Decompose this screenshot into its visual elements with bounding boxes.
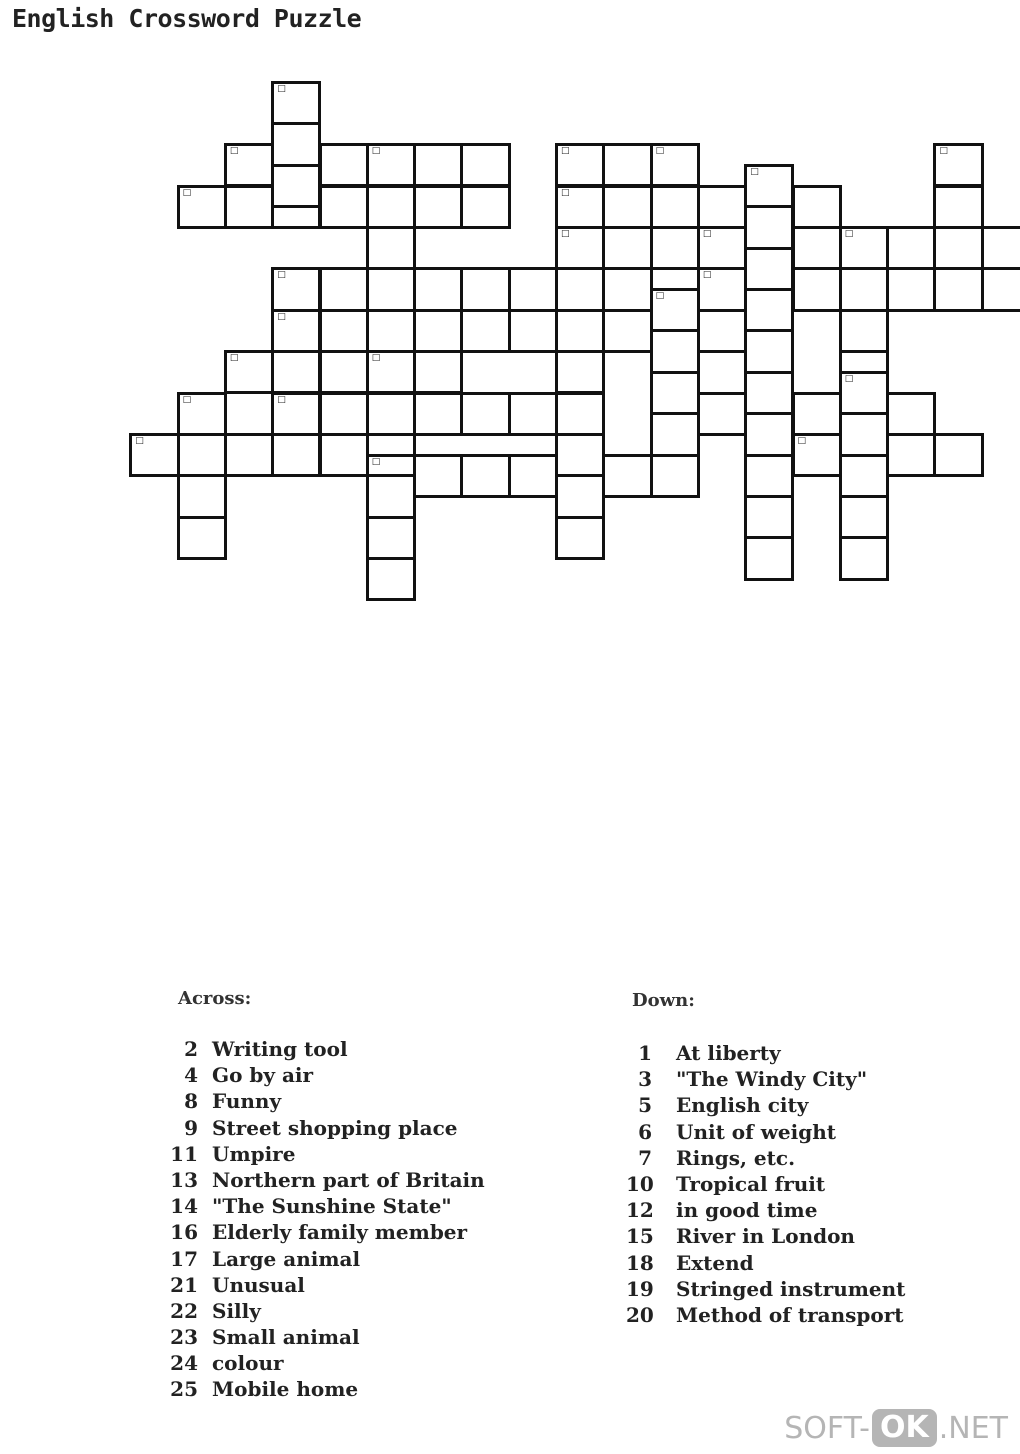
across-clue	[168, 1350, 588, 1376]
crossword-cell[interactable]	[650, 329, 700, 373]
clue-text: River in London	[676, 1224, 855, 1249]
crossword-cell[interactable]	[366, 474, 416, 518]
down-clue	[626, 1223, 956, 1249]
crossword-cell[interactable]	[933, 185, 983, 229]
crossword-cell[interactable]	[460, 309, 510, 353]
clue-text: in good time	[676, 1198, 818, 1223]
crossword-cell[interactable]	[555, 350, 605, 394]
cell-number: □	[182, 394, 192, 405]
clue-text: colour	[212, 1351, 284, 1376]
crossword-cell[interactable]	[508, 309, 558, 353]
crossword-cell[interactable]	[319, 143, 369, 187]
clue-text: English city	[676, 1093, 809, 1118]
crossword-cell[interactable]	[413, 309, 463, 353]
crossword-cell[interactable]	[366, 557, 416, 601]
crossword-cell[interactable]	[366, 185, 416, 229]
crossword-cell[interactable]	[602, 267, 652, 311]
clue-number: 24	[170, 1351, 198, 1376]
cell-number: □	[844, 228, 854, 239]
crossword-cell[interactable]	[650, 454, 700, 498]
clue-number: 3	[638, 1067, 652, 1092]
clue-number: 19	[626, 1276, 654, 1301]
crossword-cell[interactable]	[650, 288, 700, 332]
crossword-cell[interactable]	[933, 226, 983, 270]
crossword-cell[interactable]	[319, 433, 369, 477]
clue-text: Go by air	[212, 1063, 314, 1088]
cell-number: □	[561, 146, 570, 157]
crossword-cell[interactable]	[744, 164, 794, 208]
crossword-cell[interactable]	[460, 267, 510, 311]
crossword-cell[interactable]	[744, 247, 794, 291]
down-clue	[626, 1197, 956, 1223]
crossword-cell[interactable]	[555, 143, 605, 187]
clue-text: Extend	[676, 1250, 754, 1275]
across-clue	[168, 1141, 588, 1167]
clue-text: "The Windy City"	[676, 1067, 868, 1092]
clue-number: 22	[170, 1298, 198, 1323]
cell-number: □	[135, 435, 144, 446]
clue-number: 15	[626, 1224, 654, 1249]
crossword-cell[interactable]	[886, 392, 936, 436]
clue-number: 25	[170, 1377, 198, 1402]
clue-number: 17	[170, 1246, 198, 1271]
cell-number: □	[277, 394, 286, 405]
across-clue	[168, 1272, 588, 1298]
crossword-cell[interactable]	[319, 185, 369, 229]
clue-number: 10	[626, 1171, 654, 1196]
crossword-cell[interactable]	[602, 185, 652, 229]
cell-number: □	[939, 146, 948, 157]
crossword-cell[interactable]	[886, 433, 936, 477]
crossword-cell[interactable]	[933, 143, 983, 187]
crossword-cell[interactable]	[697, 185, 747, 229]
crossword-cell[interactable]	[271, 122, 321, 166]
cell-number: □	[229, 146, 239, 157]
crossword-cell[interactable]	[555, 309, 605, 353]
crossword-cell[interactable]	[413, 392, 463, 436]
crossword-cell[interactable]	[555, 433, 605, 477]
crossword-cell[interactable]	[460, 392, 510, 436]
across-clue	[168, 1193, 588, 1219]
down-clue	[626, 1040, 956, 1066]
crossword-cell[interactable]	[839, 309, 889, 353]
across-clue	[168, 1246, 588, 1272]
across-clue-list	[168, 1036, 588, 1403]
crossword-cell[interactable]	[839, 371, 889, 415]
clue-number: 1	[638, 1041, 652, 1065]
clue-text: Stringed instrument	[676, 1276, 906, 1301]
clue-text: At liberty	[676, 1041, 781, 1065]
crossword-cell[interactable]	[602, 309, 652, 353]
crossword-cell[interactable]	[839, 454, 889, 498]
crossword-cell[interactable]	[271, 81, 321, 125]
crossword-cell[interactable]	[744, 288, 794, 332]
crossword-cell[interactable]	[744, 371, 794, 415]
crossword-cell[interactable]	[650, 185, 700, 229]
crossword-cell[interactable]	[744, 205, 794, 249]
down-clue	[626, 1171, 956, 1197]
crossword-cell[interactable]	[555, 392, 605, 436]
cell-number: □	[655, 291, 665, 301]
across-heading: Across:	[178, 988, 252, 1009]
crossword-cell[interactable]	[697, 267, 747, 311]
down-clue	[626, 1066, 956, 1092]
clue-number: 4	[184, 1063, 198, 1088]
watermark-right: .NET	[938, 1410, 1008, 1446]
clue-text: "The Sunshine State"	[212, 1194, 452, 1219]
crossword-cell[interactable]	[555, 226, 605, 270]
clue-text: Funny	[212, 1089, 282, 1114]
clue-number: 16	[170, 1220, 198, 1245]
crossword-cell[interactable]	[129, 433, 179, 477]
crossword-cell[interactable]	[744, 329, 794, 373]
across-clue	[168, 1219, 588, 1245]
crossword-cell[interactable]	[413, 454, 463, 498]
clue-text: Street shopping place	[212, 1115, 458, 1140]
crossword-cell[interactable]	[650, 143, 700, 187]
crossword-cell[interactable]	[839, 412, 889, 456]
crossword-cell[interactable]	[602, 454, 652, 498]
crossword-cell[interactable]	[366, 143, 416, 187]
crossword-cell[interactable]	[413, 350, 463, 394]
down-clue-list	[626, 1040, 956, 1328]
clue-number: 2	[184, 1037, 198, 1061]
crossword-cell[interactable]	[319, 350, 369, 394]
down-clue	[626, 1302, 956, 1328]
crossword-cell[interactable]	[460, 454, 510, 498]
crossword-cell[interactable]	[697, 226, 747, 270]
crossword-cell[interactable]	[319, 392, 369, 436]
crossword-cell[interactable]	[271, 392, 321, 436]
crossword-cell[interactable]	[886, 226, 936, 270]
crossword-cell[interactable]	[792, 185, 842, 229]
cell-number: □	[702, 228, 712, 239]
crossword-cell[interactable]	[650, 412, 700, 456]
crossword-cell[interactable]	[271, 350, 321, 394]
crossword-cell[interactable]	[602, 143, 652, 187]
cell-number: □	[655, 146, 665, 157]
crossword-cell[interactable]	[839, 267, 889, 311]
crossword-cell[interactable]	[839, 536, 889, 580]
crossword-cell[interactable]	[366, 516, 416, 560]
crossword-cell[interactable]	[555, 516, 605, 560]
crossword-cell[interactable]	[886, 267, 936, 311]
clue-number: 13	[170, 1167, 198, 1192]
clue-number: 21	[170, 1272, 198, 1297]
across-clue	[168, 1167, 588, 1193]
clue-number: 18	[626, 1250, 654, 1275]
down-clue	[626, 1092, 956, 1118]
clue-text: Tropical fruit	[676, 1171, 826, 1196]
crossword-cell[interactable]	[460, 185, 510, 229]
clue-text: Writing tool	[212, 1037, 348, 1061]
crossword-cell[interactable]	[933, 433, 983, 477]
crossword-cell[interactable]	[177, 185, 227, 229]
clue-number: 20	[626, 1302, 654, 1327]
across-clue	[168, 1088, 588, 1114]
crossword-cell[interactable]	[271, 164, 321, 208]
clue-number: 23	[170, 1325, 198, 1350]
crossword-cell[interactable]	[650, 371, 700, 415]
cell-number: □	[371, 353, 381, 364]
crossword-cell[interactable]	[413, 143, 463, 187]
cell-number: □	[277, 84, 286, 94]
clue-text: Unusual	[212, 1272, 305, 1297]
crossword-cell[interactable]	[744, 412, 794, 456]
crossword-cell[interactable]	[366, 226, 416, 270]
clue-text: Method of transport	[676, 1302, 904, 1327]
crossword-cell[interactable]	[792, 226, 842, 270]
across-clue	[168, 1115, 588, 1141]
crossword-cell[interactable]	[697, 392, 747, 436]
crossword-cell[interactable]	[224, 185, 274, 229]
cell-number: □	[277, 311, 286, 322]
cell-number: □	[371, 146, 381, 157]
down-clue	[626, 1145, 956, 1171]
crossword-cell[interactable]	[224, 433, 274, 477]
crossword-cell[interactable]	[981, 226, 1020, 270]
across-clue	[168, 1298, 588, 1324]
crossword-cell[interactable]	[697, 309, 747, 353]
crossword-cell[interactable]	[319, 267, 369, 311]
clue-text: Umpire	[212, 1141, 296, 1166]
crossword-cell[interactable]	[508, 454, 558, 498]
crossword-cell[interactable]	[981, 267, 1020, 311]
clue-number: 11	[170, 1141, 198, 1166]
clue-text: Rings, etc.	[676, 1145, 796, 1170]
crossword-cell[interactable]	[933, 267, 983, 311]
crossword-cell[interactable]	[744, 454, 794, 498]
watermark-left: SOFT-	[784, 1410, 870, 1446]
crossword-cell[interactable]	[366, 350, 416, 394]
cell-number: □	[702, 270, 712, 281]
crossword-cell[interactable]	[460, 143, 510, 187]
across-clue	[168, 1324, 588, 1350]
crossword-cell[interactable]	[366, 267, 416, 311]
crossword-cell[interactable]	[650, 226, 700, 270]
crossword-cell[interactable]	[792, 267, 842, 311]
crossword-cell[interactable]	[839, 495, 889, 539]
down-heading: Down:	[632, 990, 695, 1011]
cell-number: □	[561, 187, 570, 198]
crossword-cell[interactable]	[224, 350, 274, 394]
crossword-cell[interactable]	[413, 267, 463, 311]
clue-number: 9	[184, 1115, 198, 1140]
clue-text: Northern part of Britain	[212, 1167, 485, 1192]
crossword-cell[interactable]	[271, 267, 321, 311]
crossword-cell[interactable]	[839, 226, 889, 270]
crossword-cell[interactable]	[366, 309, 416, 353]
crossword-cell[interactable]	[555, 474, 605, 518]
crossword-cell[interactable]	[319, 309, 369, 353]
clue-text: Unit of weight	[676, 1119, 836, 1144]
clue-number: 14	[170, 1194, 198, 1219]
across-clue	[168, 1062, 588, 1088]
crossword-cell[interactable]	[792, 392, 842, 436]
clue-text: Mobile home	[212, 1377, 359, 1402]
crossword-cell[interactable]	[224, 143, 274, 187]
cell-number: □	[229, 353, 239, 364]
crossword-cell[interactable]	[508, 392, 558, 436]
down-clue	[626, 1250, 956, 1276]
crossword-cell[interactable]	[271, 433, 321, 477]
watermark	[784, 1408, 1008, 1448]
crossword-cell[interactable]	[744, 495, 794, 539]
clue-number: 7	[638, 1145, 652, 1170]
cell-number: □	[797, 435, 807, 446]
cell-number: □	[750, 166, 759, 177]
crossword-cell[interactable]	[177, 433, 227, 477]
crossword-cell[interactable]	[177, 474, 227, 518]
crossword-cell[interactable]	[366, 392, 416, 436]
crossword-cell[interactable]	[271, 309, 321, 353]
clue-text: Silly	[212, 1298, 261, 1323]
crossword-cell[interactable]	[555, 185, 605, 229]
crossword-cell[interactable]	[792, 433, 842, 477]
cell-number: □	[371, 456, 381, 467]
across-clue	[168, 1036, 588, 1062]
crossword-cell[interactable]	[744, 536, 794, 580]
clue-number: 5	[638, 1093, 652, 1118]
puzzle-title: English Crossword Puzzle	[12, 4, 362, 33]
cell-number: □	[844, 373, 854, 384]
across-clue	[168, 1376, 588, 1402]
clue-number: 6	[638, 1119, 652, 1144]
crossword-cell[interactable]	[555, 267, 605, 311]
crossword-cell[interactable]	[508, 267, 558, 311]
watermark-badge: OK	[872, 1409, 937, 1447]
crossword-cell[interactable]	[413, 185, 463, 229]
crossword-cell[interactable]	[177, 516, 227, 560]
clue-number: 12	[626, 1198, 654, 1223]
cell-number: □	[277, 270, 286, 281]
clue-number: 8	[184, 1089, 198, 1114]
clue-text: Elderly family member	[212, 1220, 468, 1245]
down-clue	[626, 1276, 956, 1302]
cell-number: □	[182, 187, 192, 198]
clue-text: Large animal	[212, 1246, 361, 1271]
down-clue	[626, 1119, 956, 1145]
crossword-cell[interactable]	[177, 392, 227, 436]
clue-text: Small animal	[212, 1325, 360, 1350]
cell-number: □	[561, 228, 570, 239]
